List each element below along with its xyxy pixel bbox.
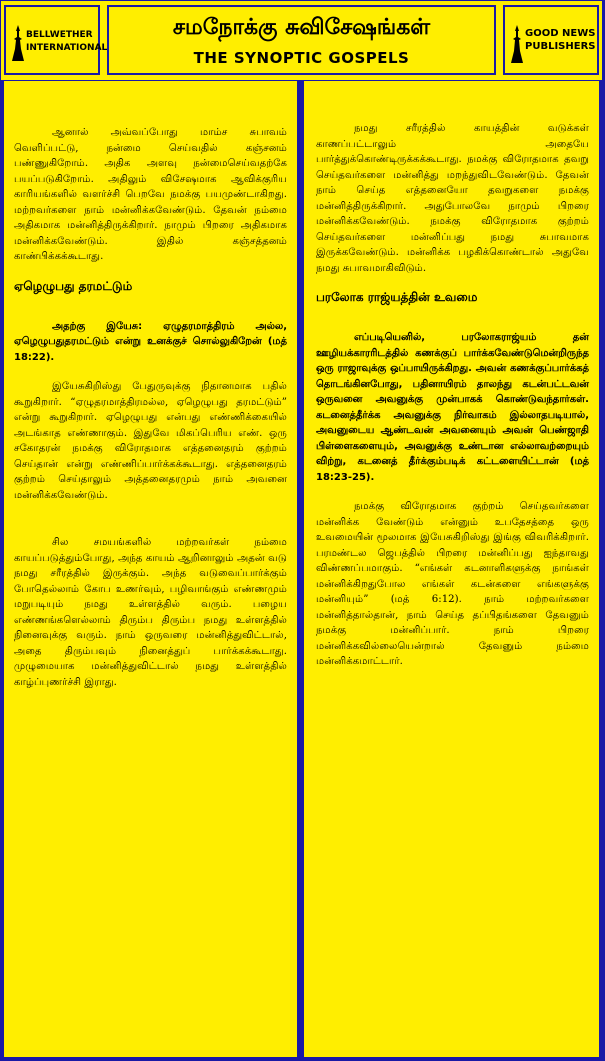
title-english: THE SYNOPTIC GOSPELS [193,49,410,67]
left-spacer [14,517,287,535]
column-divider [297,81,304,1057]
good-news-logo-text: GOOD NEWS PUBLISHERS [525,28,596,52]
bellwether-emblem-icon [11,25,25,63]
bellwether-logo-text: BELLWETHER INTERNATIONAL [26,30,108,53]
right-column [304,81,599,1057]
left-scripture-quote: அதற்கு இயேசு: ஏழுதரமாத்திரம் அல்ல, ஏழெழுபதுதரமட்டும் என்று உனக்குச் சொல்லுகிறேன் (மத் 18:22). [14,320,287,363]
good-news-emblem-icon [510,25,524,65]
right-section-heading: பரலோக ராஜ்யத்தின் உவமை [316,290,478,304]
title-tamil: சமநோக்கு சுவிசேஷங்கள் [172,14,431,40]
right-scripture-quote: எப்படியெனில், பரலோகராஜ்யம் தன் ஊழியக்காரரிடத்தில் கணக்குப் பார்க்கவேண்டுமென்றிருந்த ஒரு ராஜாவுக்கு ஒப்பாயிருக்கிறது. அவன் கணக்குப்பார்க்கத் தொடங்கினபோது, பதினாயிரம் தாலந்து கடன்பட்டவன் ஒருவனை அவனுக்கு முன்பாகக் கொண்டுவந்தார்கள். கடனைத்தீர்க்க அவனுக்கு நிர்வாகம் இல்லாதபடியால், அவனுடைய ஆண்டவன் அவனையும் அவன் பெண்ஜாதி பிள்ளைகளையும், அவனுக்கு உண்டான எல்லாவற்றையும் விற்று, கடனைத் தீர்க்கும்படிக் கட்டளையிட்டான் (மத் 18:23-25). [316,332,589,483]
left-paragraph-3: சில சமயங்களில் மற்றவர்கள் நம்மை காயப்படுத்தும்போது, அந்த காயம் ஆறினாலும் அதன் வடு நமது சரீரத்தில் இருக்கும். அந்த வடுவைப்பார்க்கும் போதெல்லாம் கோப உணர்வும், பழிவாங்கும் எண்ணமும் மறுபடியும் நமது உள்ளத்தில் வரும். பழைய எண்ணங்களெல்லாம் திரும்ப திரும்ப நமது உள்ளத்தில் நினைவுக்கு வரும். நாம் ஒருவரை மன்னித்துவிட்டால், அதை திரும்பவும் நினைத்துப் பார்க்கக்கூடாது. முழுமையாக மன்னித்துவிட்டால் நமது உள்ளத்தில் காழ்ப்புணர்ச்சி இராது. [14,537,287,688]
good-news-logo [503,5,599,75]
left-paragraph-2: இயேசுகிறிஸ்து பேதுருவுக்கு நிதானமாக பதில் கூறுகிறார். “ஏழுதரமாத்திரமல்ல, ஏழெழுபது தரமட்டும்” என்று கூறுகிறார். ஏழெழுபது என்பது எண்ணிக்கையில் அடங்காத எண்ணாகும். இதுவே மிகப்பெரிய எண். ஒரு சகோதரன் நமக்கு விரோதமாக எத்தனைதரம் குற்றம் செய்தான் என்று எண்ணிப்பார்க்கக்கூடாது. எத்தனைதரம் குற்றம் செய்தாலும் அத்தனைதரமும் நாம் அவனை மன்னிக்கவேண்டும். [14,381,287,501]
left-column [4,81,297,1057]
right-paragraph-1: நமது சரீரத்தில் காயத்தின் வடுக்கள் காணப்பட்டாலும் அதையே பார்த்துக்கொண்டிருக்கக்கூடாது. நமக்கு விரோதமாக தவறு செய்தவர்களை மன்னித்து மறந்துவிடவேண்டும். தேவன் நாம் செய்த எத்தனையோ தவறுகளை நமக்கு மன்னித்திருக்கிறார். அதுபோலவே நாமும் பிறரை மன்னிக்கவேண்டும். நமக்கு விரோதமாக குற்றம் செய்தவர்களை மன்னிப்பது நமது சுபாவமாக இருக்கவேண்டும். மன்னிக்க பழகிக்கொண்டால் அதுவே நமது சுபாவமாகிவிடும். [316,123,589,274]
left-section-heading: ஏழெழுபது தரமட்டும் [14,278,133,293]
bellwether-logo [4,5,108,75]
right-paragraph-2: நமக்கு விரோதமாக குற்றம் செய்தவர்களை மன்னிக்க வேண்டும் என்னும் உபதேசத்தை ஒரு உவமையின் மூலமாக இயேசுகிறிஸ்து இங்கு விவரிக்கிறார். பரமண்டல ஜெபத்தில் பிறரை மன்னிப்பது ஐந்தாவது விண்ணப்பமாகும். “எங்கள் கடனாளிகளுக்கு நாங்கள் மன்னிக்கிறதுபோல எங்கள் கடன்களை எங்களுக்கு மன்னியும்” (மத் 6:12). நாம் மற்றவர்களை மன்னித்தால்தான், நாம் செய்த தப்பிதங்களை தேவனும் நமக்கு மன்னிப்பார். நாம் பிறரை மன்னிக்கவில்லையென்றால் தேவனும் நம்மை மன்னிக்கமாட்டார். [316,501,589,667]
page-header [1,1,602,80]
title-box [107,5,496,75]
left-paragraph-1: ஆனால் அவ்வப்போது மாம்ச சுபாவம் வெளிப்பட்டு, நன்மை செய்வதில் கஞ்சனம் பண்ணுகிறோம். அதிக அளவு நன்மைசெய்வதற்கே பயப்படுகிறோம். அதிலும் விசேஷமாக ஆவிக்குரிய காரியங்களில் வளர்ச்சி பெறவே நமக்கு பயமுண்டாகிறது. மற்றவர்களை நாம் மன்னிக்கவேண்டும். தேவன் நம்மை அதிகமாக மன்னித்திருக்கிறார். நாமும் பிறரை அதிகமாக மன்னிக்கவேண்டும். இதில் கஞ்சத்தனம் காண்பிக்கக்கூடாது. [14,127,287,262]
